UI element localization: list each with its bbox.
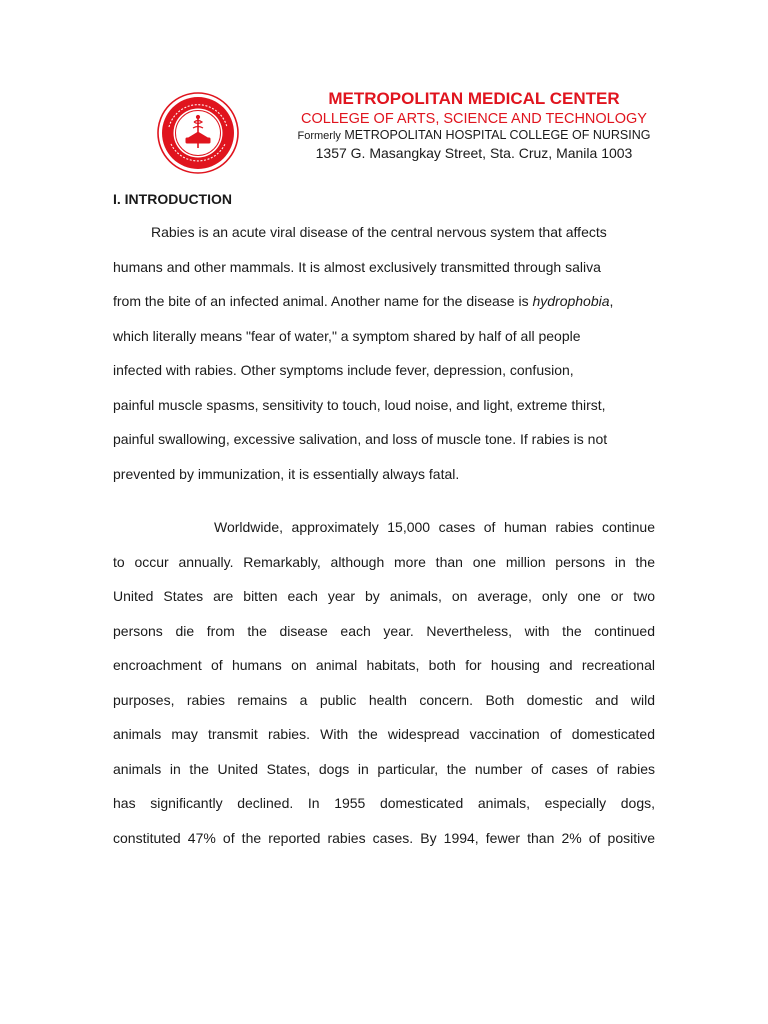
formerly-name: METROPOLITAN HOSPITAL COLLEGE OF NURSING	[344, 128, 651, 142]
section-heading: I. INTRODUCTION	[113, 191, 232, 207]
paragraph-line	[113, 293, 655, 328]
college-name: COLLEGE OF ARTS, SCIENCE AND TECHNOLOGY	[301, 111, 647, 127]
text-run: animals may transmit rabies. With the widespread vaccination of domesticated	[113, 726, 655, 742]
text-run: ,	[609, 293, 614, 309]
text-run: from the bite of an infected animal. Another name for the disease is	[113, 293, 533, 309]
paragraph-line	[113, 795, 655, 830]
text-run: persons die from the disease each year. Nevertheless, with the continued	[113, 622, 655, 639]
paragraph-line: painful swallowing, excessive salivation, and loss of muscle tone. If rabies is not	[113, 431, 608, 447]
paragraph-line: which literally means "fear of water," a symptom shared by half of all people	[113, 327, 581, 344]
paragraph-line: infected with rabies. Other symptoms include fever, depression, confusion,	[113, 362, 574, 378]
paragraph-line	[113, 726, 655, 761]
text-run: constituted 47% of the reported rabies cases. By 1994, fewer than 2% of positive	[113, 829, 655, 846]
paragraph-intro	[113, 224, 655, 500]
paragraph-line	[113, 623, 655, 658]
text-run: has significantly declined. In 1955 domesticated animals, especially dogs,	[113, 795, 655, 811]
institution-name: METROPOLITAN MEDICAL CENTER	[328, 89, 620, 108]
text-run: purposes, rabies remains a public health concern. Both domestic and wild	[113, 691, 655, 708]
text-run: encroachment of humans on animal habitats, both for housing and recreational	[113, 657, 655, 673]
paragraph-line	[113, 519, 655, 554]
paragraph-line	[113, 588, 655, 623]
formerly-prefix: Formerly	[297, 130, 341, 142]
address: 1357 G. Masangkay Street, Sta. Cruz, Manila 1003	[315, 145, 633, 161]
paragraph-statistics	[113, 519, 655, 864]
paragraph-line	[113, 657, 655, 692]
college-seal-logo	[157, 92, 239, 174]
text-run: to occur annually. Remarkably, although more than one million persons in the	[113, 553, 655, 570]
letterhead	[288, 88, 660, 162]
text-run: animals in the United States, dogs in particular, the number of cases of rabies	[113, 760, 655, 777]
paragraph-line	[113, 761, 655, 796]
paragraph-line: painful muscle spasms, sensitivity to touch, loud noise, and light, extreme thirst,	[113, 396, 606, 413]
paragraph-line	[113, 830, 655, 865]
paragraph-line	[113, 692, 655, 727]
paragraph-line	[113, 554, 655, 589]
text-run: United States are bitten each year by animals, on average, only one or two	[113, 588, 655, 604]
formerly-line	[288, 128, 660, 144]
paragraph-line: prevented by immunization, it is essentially always fatal.	[113, 465, 460, 482]
italic-term: hydrophobia	[532, 293, 610, 309]
paragraph-line: humans and other mammals. It is almost exclusively transmitted through saliva	[113, 258, 601, 275]
paragraph-line: Rabies is an acute viral disease of the central nervous system that affects	[151, 224, 607, 240]
text-run: Worldwide, approximately 15,000 cases of human rabies continue	[214, 519, 655, 535]
